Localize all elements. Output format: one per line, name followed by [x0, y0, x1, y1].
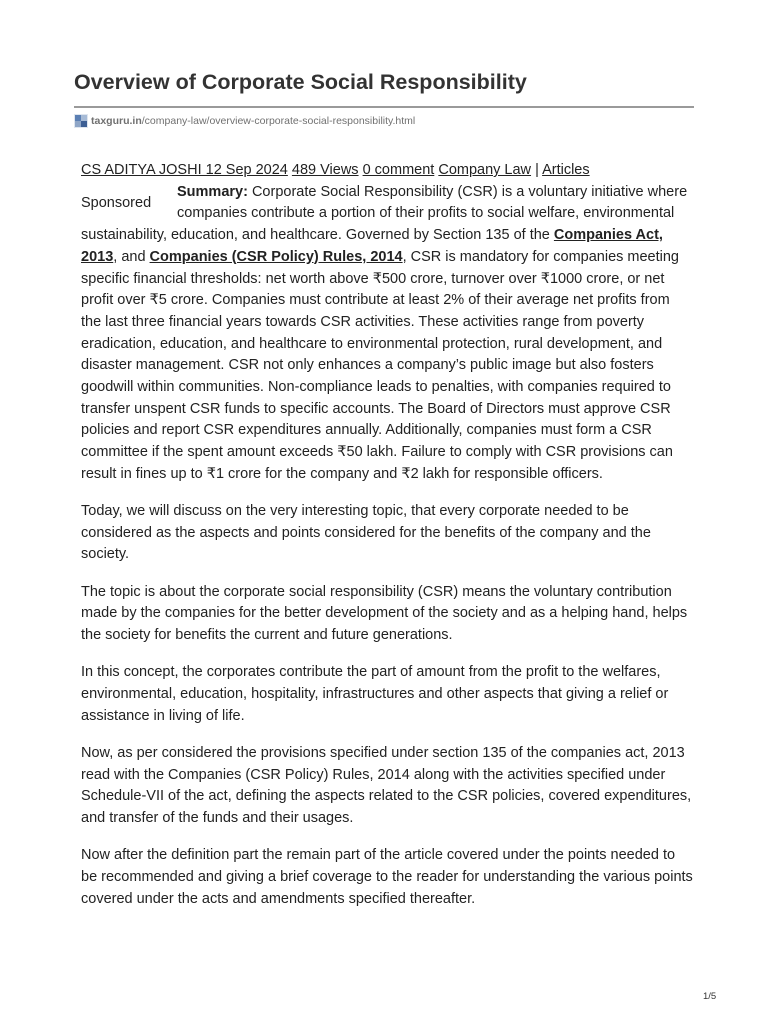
article-body — [81, 160, 693, 910]
body-paragraph-5: Now after the definition part the remain part of the article covered under the points needed to be recommended and giving a brief coverage to the reader for understanding the various points covered under the acts and amendments specified thereafter. — [81, 847, 693, 907]
category-link[interactable]: Company Law — [438, 162, 532, 178]
summary-label: Summary: — [177, 183, 248, 200]
summary-block — [81, 182, 693, 486]
views-link[interactable]: 489 Views — [291, 162, 359, 178]
summary-text-2: , and — [113, 248, 150, 265]
body-paragraph-4: Now, as per considered the provisions specified under section 135 of the companies act, 2013 read with the Companies (CSR Policy) Rules, 2014 along with the activities specified under Schedule-VII of the act, defining the aspects related to the CSR policies, covered expenditures, and transfer of the funds and their usages. — [81, 744, 692, 826]
body-paragraph-3: In this concept, the corporates contribute the part of amount from the profit to the welfares, environmental, education, hospitality, infrastructures and other aspects that giving a relief or assistance in living of life. — [81, 664, 669, 724]
source-url[interactable] — [74, 114, 415, 128]
page-title: Overview of Corporate Social Responsibility — [74, 70, 527, 94]
page-number: 1/5 — [703, 991, 717, 1002]
source-domain[interactable]: taxguru.in — [91, 115, 142, 127]
comments-link[interactable]: 0 comment — [362, 162, 435, 178]
csr-rules-link[interactable]: Companies (CSR Policy) Rules, 2014 — [149, 248, 403, 265]
title-divider — [74, 106, 694, 108]
article-meta — [81, 160, 693, 182]
author-date-link[interactable]: CS ADITYA JOSHI 12 Sep 2024 — [81, 162, 288, 178]
site-favicon-icon — [74, 114, 88, 128]
body-paragraph-1: Today, we will discuss on the very interesting topic, that every corporate needed to be considered as the aspects and points considered for the benefits of the company and the society. — [81, 503, 651, 563]
summary-text-3: , CSR is mandatory for companies meeting specific financial thresholds: net worth above ₹500 crore, turnover over ₹1000 crore, or net profit over ₹5 crore. Companies must contribute at least 2% of their average net profits from the last three financial years towards CSR activities. These activities range from poverty eradication, education, and healthcare to environmental protection, rural development, and disaster management. CSR not only enhances a company’s public image but also fosters goodwill within communities. Non-compliance leads to penalties, with companies required to transfer unspent CSR funds to specific accounts. The Board of Directors must approve CSR policies and report CSR expenditures annually. Additionally, companies must form a CSR committee if the spent amount exceeds ₹50 lakh. Failure to comply with CSR provisions can result in fines up to ₹1 crore for the company and ₹2 lakh for responsible officers. — [81, 248, 679, 482]
summary-paragraph — [81, 182, 693, 486]
body-paragraph-2: The topic is about the corporate social responsibility (CSR) means the voluntary contribution made by the companies for the better development of the society and as a helping hand, helps the society for benefits the current and future generations. — [81, 583, 688, 644]
meta-separator: | — [535, 162, 539, 178]
source-path[interactable]: /company-law/overview-corporate-social-responsibility.html — [141, 115, 416, 127]
sponsored-label: Sponsored — [81, 194, 152, 211]
companies-act-link[interactable]: Companies Act, 2013 — [81, 227, 663, 265]
articles-link[interactable]: Articles — [542, 162, 590, 178]
summary-text-1: Corporate Social Responsibility (CSR) is a voluntary initiative where companies contribute a portion of their profits to social welfare, environmental sustainability, education, and healthcare. Governed by Section 135 of the — [81, 183, 688, 244]
